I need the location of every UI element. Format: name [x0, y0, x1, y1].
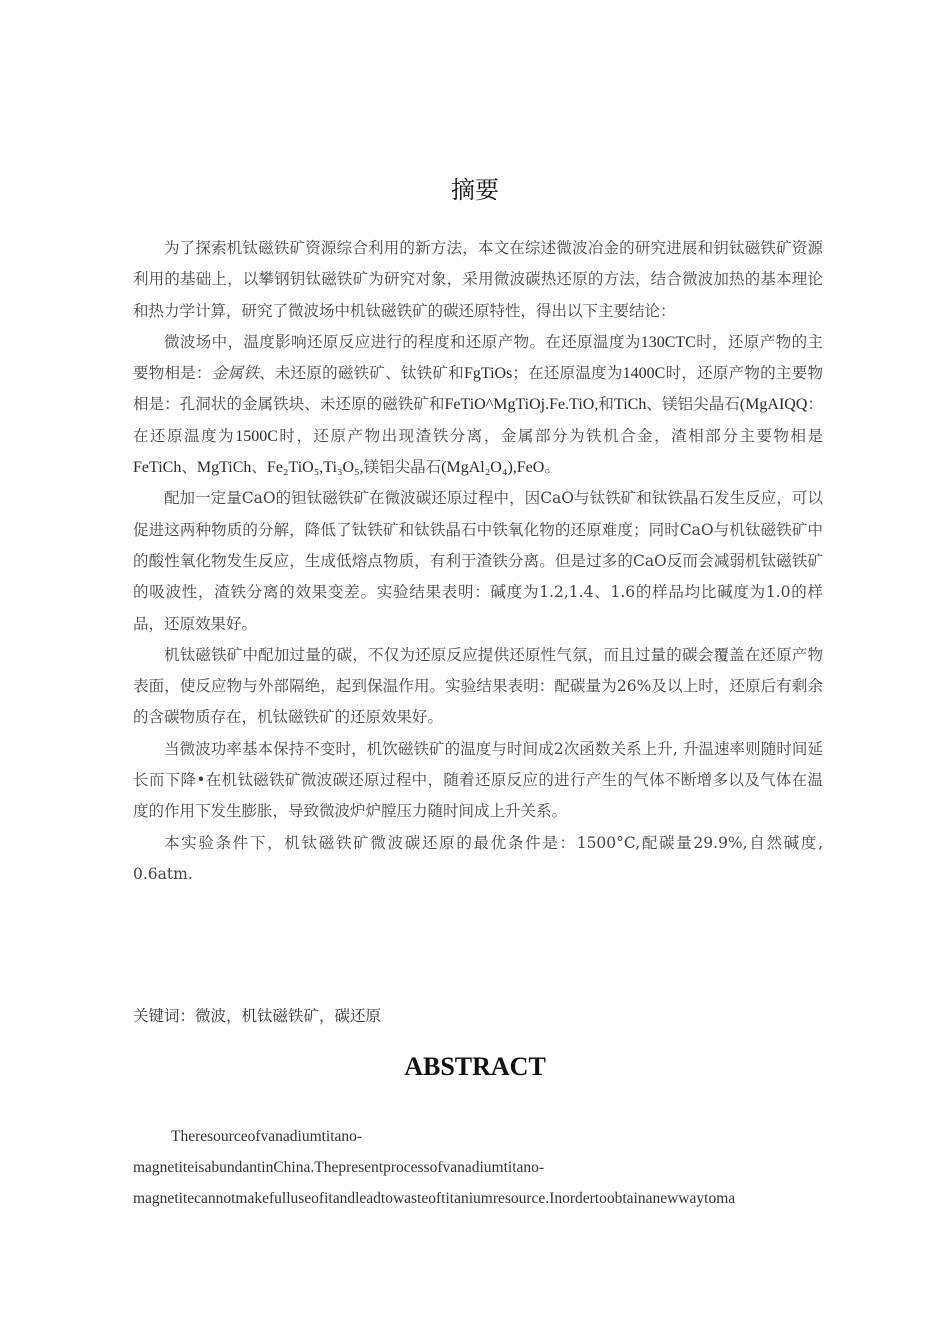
text-run: 。	[544, 458, 560, 477]
temperature-value: 1500C	[235, 427, 278, 445]
text-run: ；在还原温度为	[512, 364, 623, 383]
paragraph-1: 为了探索机钛磁铁矿资源综合利用的新方法，本文在综述微波冶金的研究进展和钥钛磁铁矿资源利用的基础上，以攀钢钥钛磁铁矿为研究对象，采用微波碳热还原的方法，结合微波加热的基本理论和热力学计算，研究了微波场中机钛磁铁矿的碳还原特性，得出以下主要结论：	[133, 239, 823, 320]
paragraph-2	[133, 327, 823, 483]
formula: Fe₂TiO₅,Ti₃O₅,	[266, 459, 364, 477]
formula: MgTiCh	[196, 459, 252, 477]
formula: FeTiCh	[133, 459, 182, 477]
text-run: 、未还原的磁铁矿、钛铁矿和	[259, 364, 464, 383]
formula: FeTiO^MgTiOj.Fe.TiO,	[444, 396, 599, 414]
keywords-line: 关键词：微波，机钛磁铁矿，碳还原	[133, 1007, 382, 1025]
abstract-en-line: Theresourceofvanadiumtitano-	[171, 1128, 363, 1145]
temperature-value: 1400C	[622, 365, 666, 383]
text-run: 微波场中，温度影响还原反应进行的程度和还原产物。在还原温度为	[164, 332, 641, 351]
text-run: 、	[181, 458, 197, 477]
abstract-heading-cn: 摘要	[451, 176, 499, 204]
abstract-body-en	[133, 1121, 833, 1214]
text-run: 、	[251, 458, 267, 477]
text-run: 时，还原产物的主要物相是：孔洞状的金属铁块、未还原的磁铁矿和	[133, 364, 823, 414]
text-run: 和	[598, 395, 614, 414]
italic-term: 金属铁	[211, 364, 260, 383]
formula: FgTiOs	[464, 365, 513, 383]
formula: (MgAIQQ	[739, 396, 808, 414]
paragraph-5: 当微波功率基本保持不变时，机饮磁铁矿的温度与时间成2次函数关系上升, 升温速率则随时间延长而下降•在机钛磁铁矿微波碳还原过程中，随着还原反应的进行产生的气体不断增多以及气体在温度的作用下发生膨胀，导致微波炉炉膛压力随时间成上升关系。	[133, 739, 823, 821]
formula: TiCh	[613, 396, 647, 414]
text-run: ：在还原温度为	[133, 395, 823, 445]
abstract-en-line: magnetiteisabundantinChina.Thepresentprocessofvanadiumtitano-	[133, 1159, 545, 1176]
abstract-body-cn	[133, 233, 823, 890]
text-run: 镁铝尖晶石	[363, 458, 442, 477]
text-run: 时，还原产物出现渣铁分离，金属部分为铁机合金，渣相部分主要物相是	[277, 426, 823, 445]
temperature-value: 130CTC	[640, 333, 696, 351]
paragraph-6: 本实验条件下，机钛磁铁矿微波碳还原的最优条件是：1500°C,配碳量29.9%,自然碱度, 0.6atm.	[133, 833, 823, 883]
paragraph-3: 配加一定量CaO的钽钛磁铁矿在微波碳还原过程中，因CaO与钛铁矿和钛铁晶石发生反应，可以促进这两种物质的分解，降低了钛铁矿和钛铁晶石中铁氧化物的还原难度；同时CaO与机钛磁铁矿中的酸性氧化物发生反应，生成低熔点物质，有利于渣铁分离。但是过多的CaO反而会减弱机钛磁铁矿的吸波性，渣铁分离的效果变差。实验结果表明：碱度为1.2,1.4、1.6的样品均比碱度为1.0的样品，还原效果好。	[133, 489, 823, 633]
paragraph-4: 机钛磁铁矿中配加过量的碳，不仅为还原反应提供还原性气氛，而且过量的碳会覆盖在还原产物表面，使反应物与外部隔绝，起到保温作用。实验结果表明：配碳量为26%及以上时，还原后有剩余的含碳物质存在，机钛磁铁矿的还原效果好。	[133, 645, 823, 727]
formula: (MgAl₂O₄),FeO	[441, 459, 545, 477]
abstract-en-line: magnetitecannotmakefulluseofitandleadtowasteoftitaniumresource.Inordertoobtainanewwaytoma	[133, 1190, 736, 1207]
abstract-heading-en: ABSTRACT	[404, 1052, 546, 1081]
text-run: 时，还原产物的主要物相是：	[133, 332, 823, 383]
text-run: 、镁铝尖晶石	[646, 395, 740, 414]
